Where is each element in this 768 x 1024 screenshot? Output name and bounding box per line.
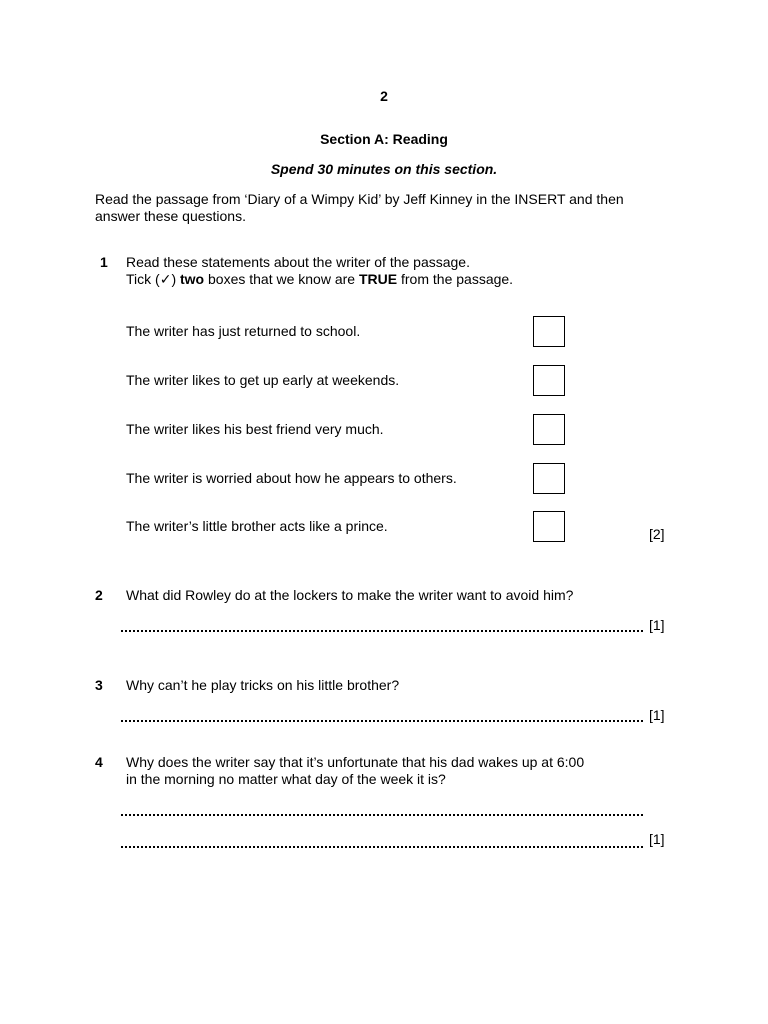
question-1-text (126, 254, 646, 287)
question-1-line-2 (126, 271, 646, 288)
question-1-marks: [2] (649, 526, 665, 542)
question-4-line-2: in the morning no matter what day of the week it is? (126, 770, 446, 787)
section-title: Section A: Reading (320, 131, 448, 147)
statement-4: The writer is worried about how he appears to others. (126, 470, 457, 486)
checkmark-icon: ✓ (159, 270, 172, 287)
statement-1: The writer has just returned to school. (126, 323, 361, 339)
answer-line-q2[interactable] (121, 630, 643, 632)
question-3-marks: [1] (649, 707, 665, 723)
q1-line2-part-d: from the passage. (397, 270, 514, 287)
page-number: 2 (380, 88, 388, 104)
question-3-text: Why can’t he play tricks on his little brother? (126, 677, 400, 693)
question-3-number: 3 (95, 677, 103, 693)
question-1-number: 1 (100, 254, 108, 270)
question-4-line-1: Why does the writer say that it’s unfortunate that his dad wakes up at 6:00 (126, 754, 585, 770)
section-time-instruction: Spend 30 minutes on this section. (270, 161, 498, 177)
q1-line2-part-b: ) (171, 270, 180, 287)
question-4-marks: [1] (649, 831, 665, 847)
statement-5: The writer’s little brother acts like a prince. (126, 518, 388, 534)
question-2-number: 2 (95, 587, 103, 603)
tick-box-4[interactable] (533, 463, 565, 494)
question-2-text: What did Rowley do at the lockers to make the writer want to avoid him? (126, 587, 574, 603)
answer-line-q3[interactable] (121, 720, 643, 722)
question-2-marks: [1] (649, 617, 665, 633)
q1-emphasis-two: two (180, 270, 205, 287)
statement-3: The writer likes his best friend very much. (126, 421, 384, 437)
answer-line-q4-1[interactable] (121, 814, 643, 816)
question-1-line-1: Read these statements about the writer of the passage. (126, 254, 470, 270)
tick-box-2[interactable] (533, 365, 565, 396)
tick-box-3[interactable] (533, 414, 565, 445)
q1-line2-part-c: boxes that we know are (204, 270, 359, 287)
q1-emphasis-true: TRUE (358, 270, 398, 287)
question-4-text (126, 754, 656, 787)
tick-box-1[interactable] (533, 316, 565, 347)
statement-2: The writer likes to get up early at weekends. (126, 372, 400, 388)
intro-instruction: Read the passage from ‘Diary of a Wimpy Kid’ by Jeff Kinney in the INSERT and then answer these questions. (95, 191, 624, 224)
q1-line2-part-a: Tick ( (126, 270, 160, 287)
answer-line-q4-2[interactable] (121, 846, 643, 848)
tick-box-5[interactable] (533, 511, 565, 542)
question-4-number: 4 (95, 754, 103, 770)
